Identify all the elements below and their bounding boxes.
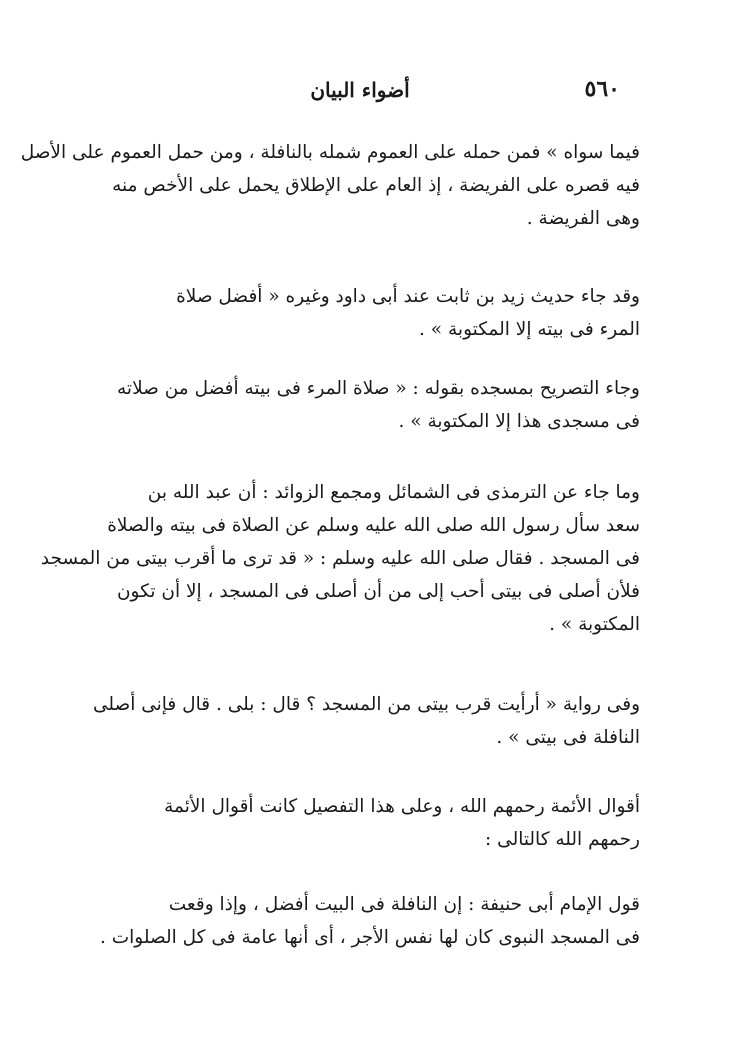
text-line: وهى الفريضة .	[526, 208, 640, 229]
text-line: وجاء التصريح بمسجده بقوله : « صلاة المرء فى بيته أفضل من صلاته	[117, 378, 640, 399]
paragraph-4	[40, 476, 640, 641]
text-line: فى مسجدى هذا إلا المكتوبة » .	[398, 411, 640, 432]
text-line: أقوال الأئمة رحمهم الله ، وعلى هذا التفصيل كانت أقوال الأئمة	[164, 796, 640, 817]
paragraph-2	[100, 280, 640, 346]
paragraph-7	[100, 888, 640, 954]
text-line: فيما سواه » فمن حمله على العموم شمله بالنافلة ، ومن حمل العموم على الأصل	[20, 142, 640, 163]
text-line: النافلة فى بيتى » .	[496, 727, 640, 748]
text-line: المرء فى بيته إلا المكتوبة » .	[419, 319, 640, 340]
text-line: وقد جاء حديث زيد بن ثابت عند أبى داود وغيره « أفضل صلاة	[176, 286, 640, 307]
page-header	[100, 76, 620, 112]
text-line: فى المسجد النبوى كان لها نفس الأجر ، أى أنها عامة فى كل الصلوات .	[99, 927, 640, 948]
text-line: فلأن أصلى فى بيتى أحب إلى من أن أصلى فى المسجد ، إلا أن تكون	[116, 581, 640, 602]
text-line: فيه قصره على الفريضة ، إذ العام على الإطلاق يحمل على الأخص منه	[112, 175, 640, 196]
paragraph-5	[92, 688, 640, 754]
text-line: فى المسجد . فقال صلى الله عليه وسلم : « قد ترى ما أقرب بيتى من المسجد	[40, 548, 640, 569]
text-line: رحمهم الله كالتالى :	[485, 829, 640, 850]
text-line: قول الإمام أبى حنيفة : إن النافلة فى البيت أفضل ، وإذا وقعت	[168, 894, 640, 915]
text-line: المكتوبة » .	[549, 614, 640, 635]
paragraph-6	[100, 790, 640, 856]
paragraph-3	[100, 372, 640, 438]
paragraph-1	[20, 136, 640, 235]
running-title: أضواء البيان	[310, 78, 410, 102]
text-line: وفى رواية « أرأيت قرب بيتى من المسجد ؟ قال : بلى . قال فإنى أصلى	[92, 694, 640, 715]
text-line: سعد سأل رسول الله صلى الله عليه وسلم عن الصلاة فى بيته والصلاة	[107, 515, 640, 536]
page-number: ٥٦٠	[584, 76, 620, 102]
text-line: وما جاء عن الترمذى فى الشمائل ومجمع الزوائد : أن عبد الله بن	[147, 482, 640, 503]
